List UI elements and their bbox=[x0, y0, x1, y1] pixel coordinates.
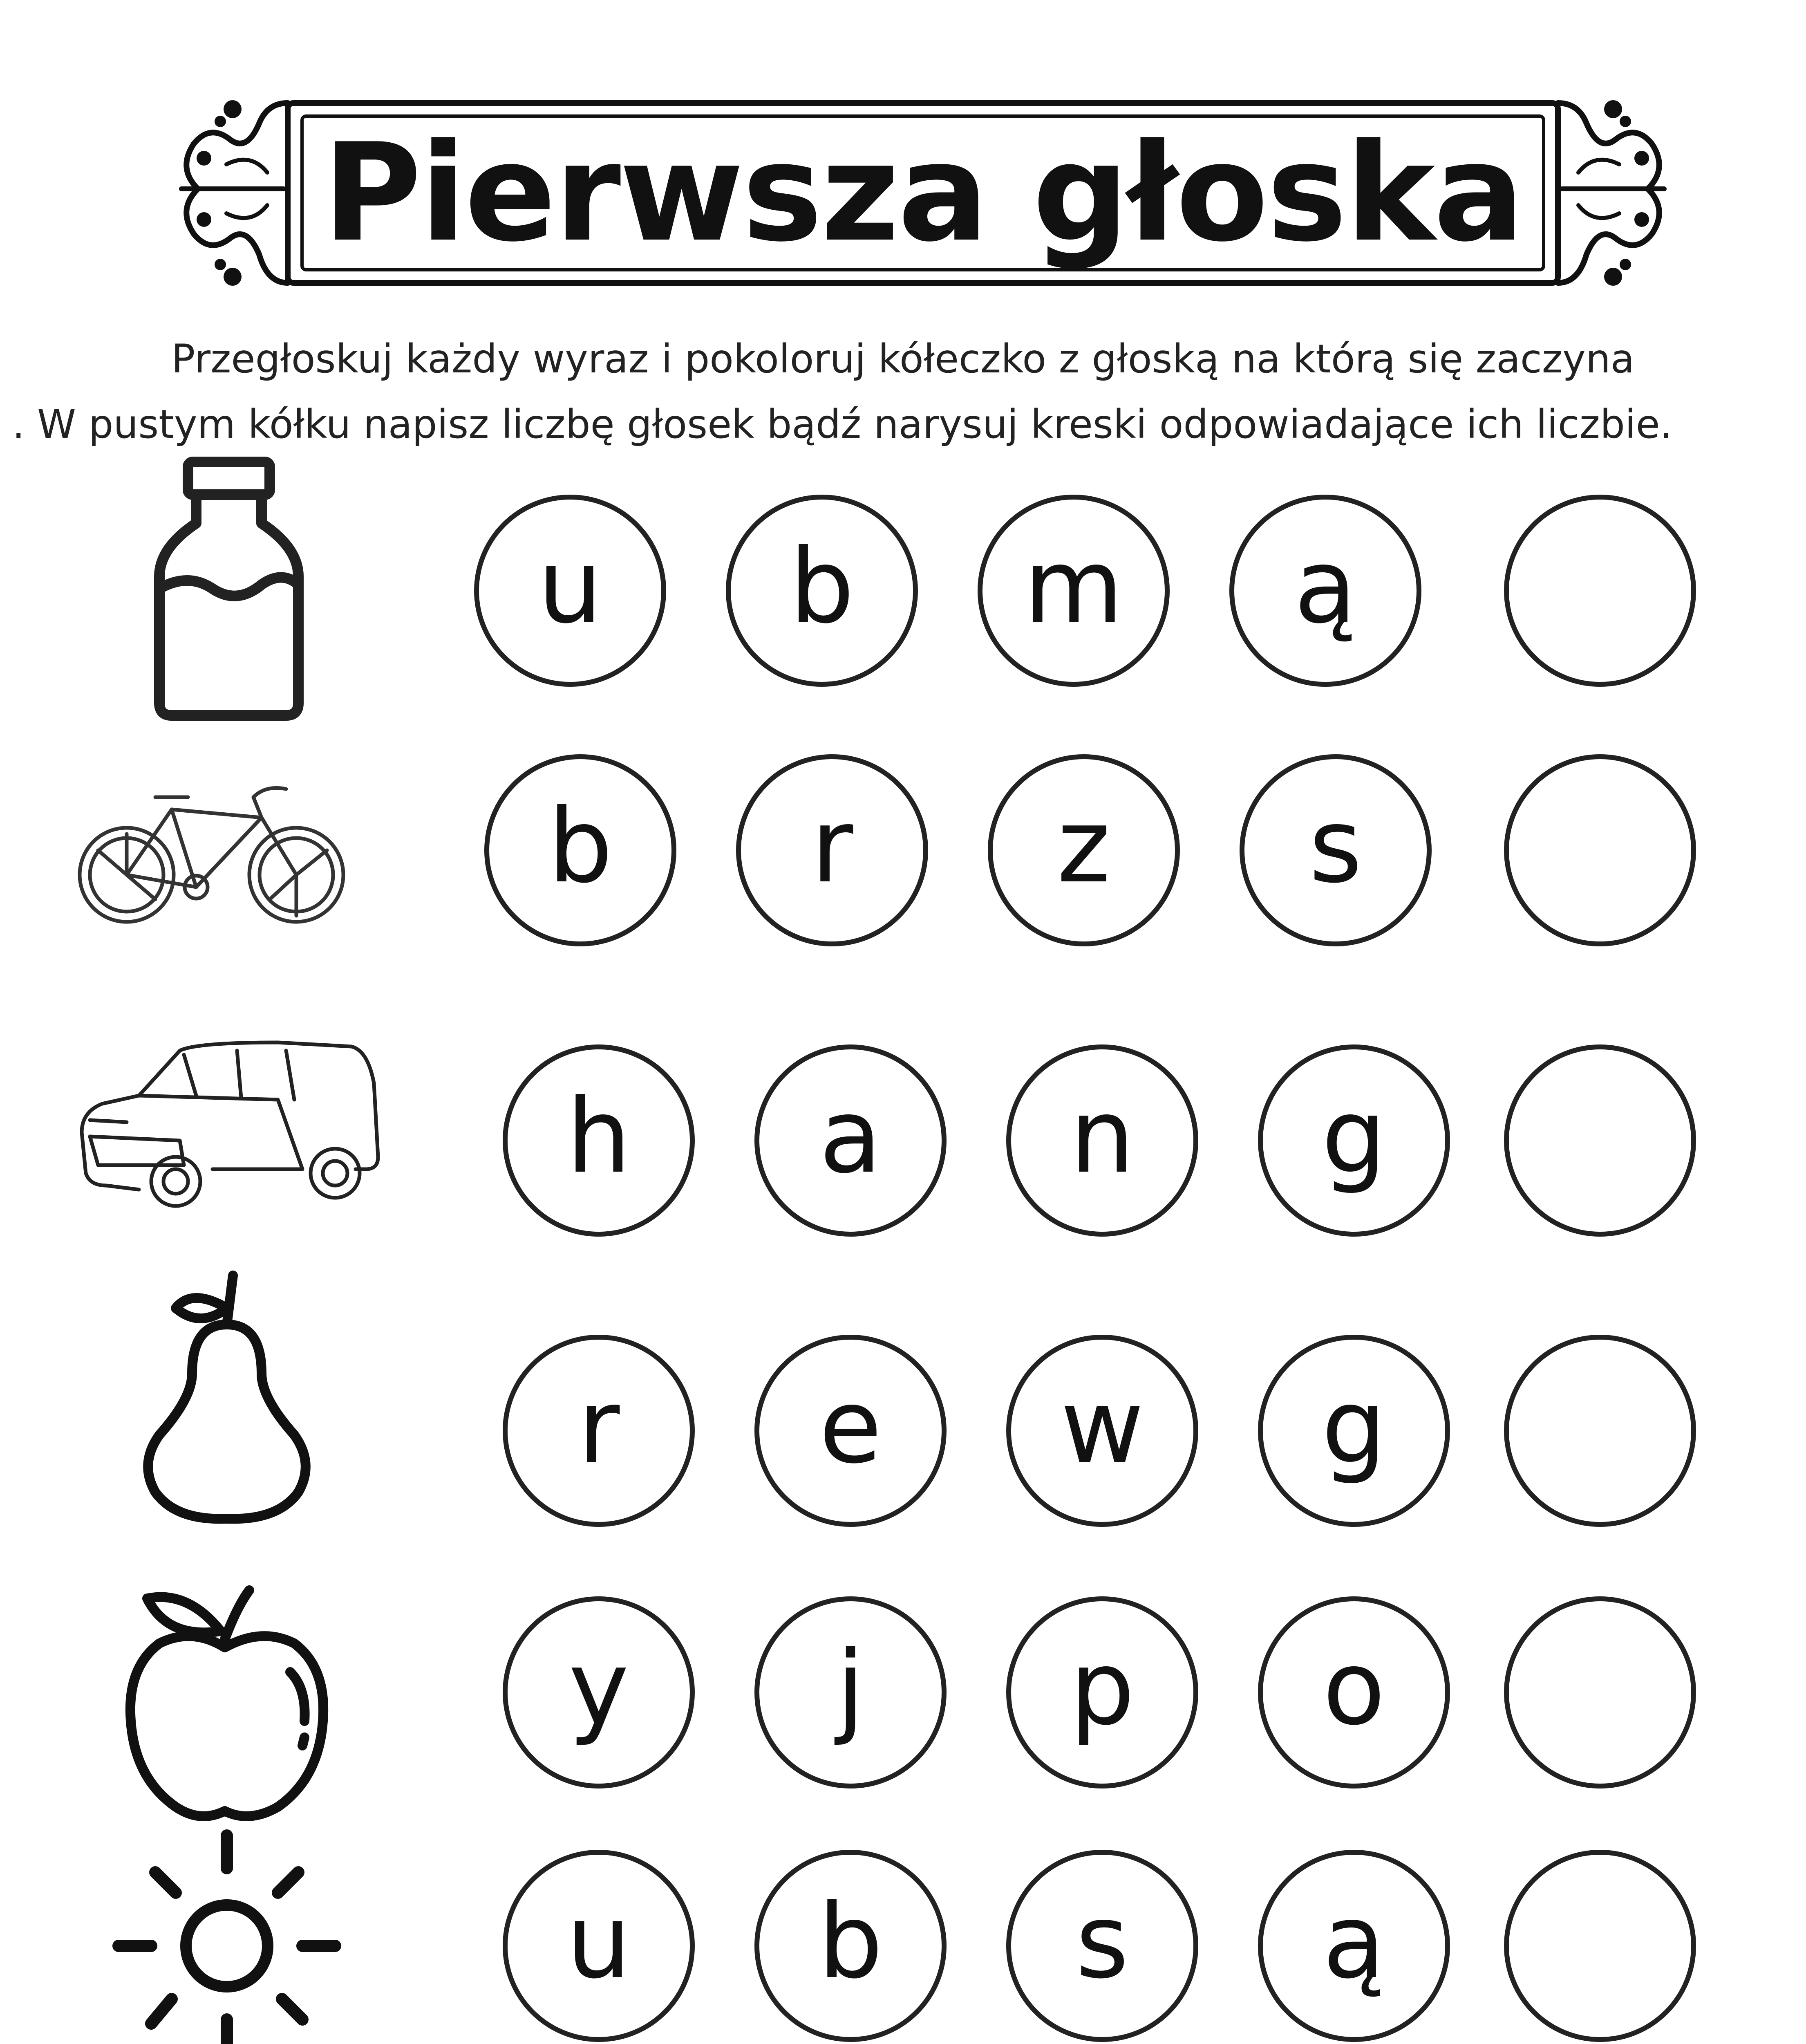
letter-circle[interactable]: r bbox=[736, 754, 928, 946]
letter-circle[interactable]: e bbox=[754, 1335, 947, 1527]
empty-count-circle[interactable] bbox=[1504, 754, 1696, 946]
letter-circle[interactable]: u bbox=[474, 495, 666, 687]
letter-circle[interactable]: j bbox=[754, 1596, 947, 1788]
letter-circle[interactable]: a bbox=[754, 1044, 947, 1237]
letter-circle[interactable]: ą bbox=[1229, 495, 1421, 687]
apple-icon bbox=[119, 1566, 335, 1823]
letter-circle[interactable]: r bbox=[503, 1335, 695, 1527]
empty-count-circle[interactable] bbox=[1504, 1596, 1696, 1788]
instruction-line-1: Przegłoskuj każdy wyraz i pokoloruj kółeczko z głoską na którą się zaczyna bbox=[171, 336, 1635, 382]
letter-circle[interactable]: s bbox=[1240, 754, 1432, 946]
letter-circle[interactable]: u bbox=[503, 1850, 695, 2042]
empty-count-circle[interactable] bbox=[1504, 495, 1696, 687]
car-icon bbox=[74, 1034, 384, 1214]
letter-circle[interactable]: p bbox=[1006, 1596, 1198, 1788]
letter-circle[interactable]: s bbox=[1006, 1850, 1198, 2042]
page-title: Pierwsza głoska bbox=[322, 114, 1523, 271]
empty-count-circle[interactable] bbox=[1504, 1044, 1696, 1237]
letter-circle[interactable]: h bbox=[503, 1044, 695, 1237]
letter-circle[interactable]: w bbox=[1006, 1335, 1198, 1527]
empty-count-circle[interactable] bbox=[1504, 1335, 1696, 1527]
pear-icon bbox=[131, 1263, 323, 1525]
letter-circle[interactable]: m bbox=[978, 495, 1170, 687]
letter-circle[interactable]: g bbox=[1258, 1044, 1450, 1237]
bottle-icon bbox=[147, 454, 311, 724]
letter-circle[interactable]: o bbox=[1258, 1596, 1450, 1788]
letter-circle[interactable]: b bbox=[484, 754, 676, 946]
letter-circle[interactable]: ą bbox=[1258, 1850, 1450, 2042]
instruction-line-2: . W pustym kółku napisz liczbę głosek bądź narysuj kreski odpowiadające ich liczbie. bbox=[12, 401, 1673, 447]
letter-circle[interactable]: g bbox=[1258, 1335, 1450, 1527]
letter-circle[interactable]: y bbox=[503, 1596, 695, 1788]
letter-circle[interactable]: n bbox=[1006, 1044, 1198, 1237]
letter-circle[interactable]: z bbox=[988, 754, 1180, 946]
empty-count-circle[interactable] bbox=[1504, 1850, 1696, 2042]
letter-circle[interactable]: b bbox=[754, 1850, 947, 2042]
letter-circle[interactable]: b bbox=[726, 495, 918, 687]
bicycle-icon bbox=[74, 764, 351, 936]
sun-icon bbox=[110, 1827, 343, 2044]
